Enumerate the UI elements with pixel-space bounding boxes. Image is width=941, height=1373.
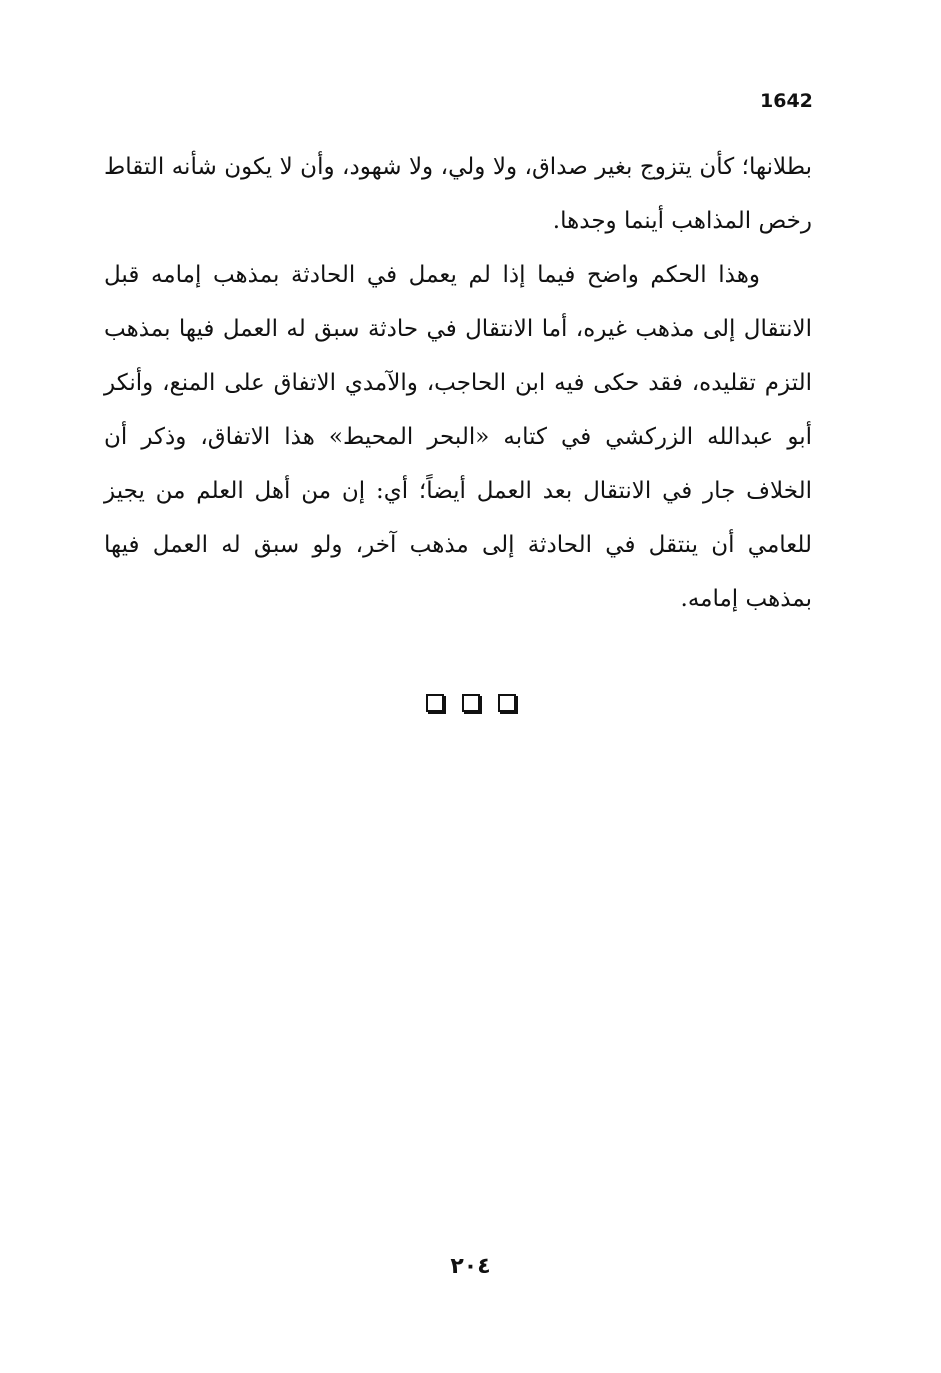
paragraph-2: وهذا الحكم واضح فيما إذا لم يعمل في الحادثة بمذهب إمامه قبل الانتقال إلى مذهب غيره، أما الانتقال في حادثة سبق له العمل فيها بمذهب التزم تقليده، فقد حكى فيه ابن الحاجب، والآمدي الاتفاق على المنع، وأنكر أبو عبدالله الزركشي في كتابه «البحر المحيط» هذا الاتفاق، وذكر أن الخلاف جار في الانتقال بعد العمل أيضاً؛ أي: إن من أهل العلم من يجيز للعامي أن ينتقل في الحادثة إلى مذهب آخر، ولو سبق له العمل فيها بمذهب إمامه. [104, 262, 812, 612]
page-number: ٢٠٤ [450, 1254, 491, 1279]
paragraph-1: بطلانها؛ كأن يتزوج بغير صداق، ولا ولي، ولا شهود، وأن لا يكون شأنه التقاط رخص المذاهب أينما وجدها. [104, 154, 812, 234]
section-separator [0, 694, 941, 712]
body-text [104, 140, 812, 626]
square-ornament-icon [462, 694, 480, 712]
square-ornament-icon [426, 694, 444, 712]
square-ornament-icon [498, 694, 516, 712]
page-id: 1642 [760, 90, 813, 112]
